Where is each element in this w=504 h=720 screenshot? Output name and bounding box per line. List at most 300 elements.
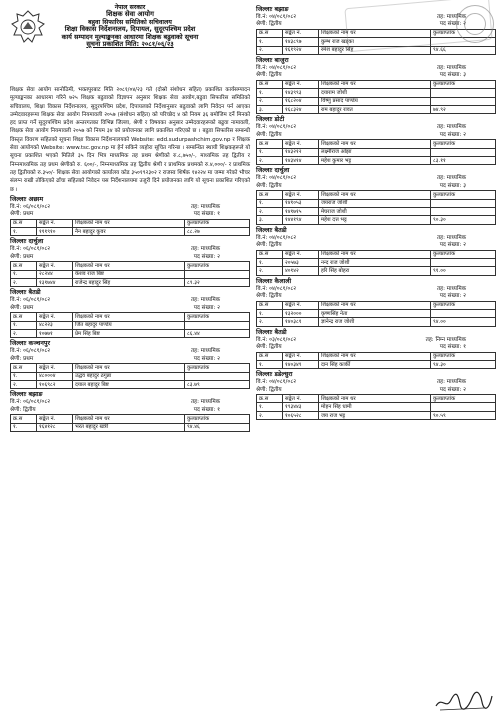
teacher-name: नैन बहादुर कुवर (73, 228, 185, 236)
candidate-table (10, 312, 250, 338)
date-level-row (256, 379, 496, 386)
district-name: जिल्लाः बैतडी (256, 328, 287, 336)
teacher-name: मेघराज जोशी (319, 207, 431, 215)
grade-label: श्रेणी: द्वितीय (256, 293, 282, 300)
post-count: पद संख्या: १ (193, 406, 220, 413)
total-score-header: कुलप्राप्तांक (431, 250, 496, 258)
district-block (10, 289, 250, 338)
teacher-name: ज्ञानेन्द्र राज जोशी (319, 318, 431, 326)
teacher-name: दयाल बहादुर बिष्ट (73, 381, 185, 389)
notice-date: वि.नं: ०३/०८१/०८२ (256, 336, 297, 343)
teacher-name: केशव राज बिष्ट (73, 270, 185, 278)
table-row (257, 105, 496, 113)
teacher-name: दान सिंह कार्की (319, 360, 431, 368)
symbol-number-header: सङ्केत नं. (37, 262, 73, 270)
grade-posts-row (10, 356, 250, 363)
candidate-table (256, 139, 496, 165)
signature-mark (434, 688, 494, 714)
district-block (256, 227, 496, 276)
total-score (431, 89, 496, 97)
table-row (257, 403, 496, 411)
table-row (11, 321, 250, 329)
district-block (256, 278, 496, 327)
date-level-row (10, 297, 250, 304)
district-block (256, 371, 496, 420)
table-row (11, 381, 250, 389)
total-score (185, 270, 250, 278)
serial-number: २. (11, 330, 37, 338)
header-line-1: नेपाल सरकार (114, 4, 146, 11)
symbol-number-header: सङ्केत नं. (283, 80, 319, 88)
table-row (11, 423, 250, 431)
teacher-name-header: शिक्षकको नाम थर (319, 395, 431, 403)
district-block (256, 167, 496, 224)
government-emblem-icon (10, 10, 46, 44)
symbol-number: १४३८९७ (283, 38, 319, 46)
district-name: जिल्लाः दार्चुला (256, 167, 290, 175)
post-count: पद संख्या: २ (193, 355, 220, 362)
serial-number: २. (257, 318, 283, 326)
total-score (431, 97, 496, 105)
serial-number-header: क्र.स (11, 262, 37, 270)
table-row (257, 207, 496, 215)
header-line-4: शिक्षा विकास निर्देशनालय, दिपायल, सुदूरपश्चिम प्रदेश (64, 25, 196, 34)
level-label: तह: माध्यमिक (190, 203, 220, 210)
symbol-number: १४३२१२ (283, 148, 319, 156)
date-level-row (10, 399, 250, 406)
teacher-name-header: शिक्षकको नाम थर (319, 191, 431, 199)
district-block (256, 116, 496, 165)
serial-number-header: क्र.स (11, 364, 37, 372)
total-score: ९४.४६ (185, 423, 250, 431)
teacher-name: भरत बहादुर खत्री (73, 423, 185, 431)
total-score (431, 403, 496, 411)
table-header-row (11, 262, 250, 270)
symbol-number: १९३४४३ (283, 403, 319, 411)
candidate-table (256, 80, 496, 115)
serial-number: २. (257, 267, 283, 275)
candidate-table (256, 190, 496, 225)
date-level-row (256, 235, 496, 242)
table-row (257, 309, 496, 317)
teacher-name-header: शिक्षकको नाम थर (73, 219, 185, 227)
serial-number: १. (11, 321, 37, 329)
symbol-number: १४१०५३ (283, 199, 319, 207)
serial-number: ३. (257, 216, 283, 224)
district-name: जिल्लाः बझाङ (10, 391, 43, 399)
teacher-name-header: शिक्षकको नाम थर (319, 352, 431, 360)
grade-label: श्रेणी: प्रथम (10, 253, 34, 260)
candidate-table (256, 250, 496, 276)
serial-number: २. (257, 46, 283, 54)
level-label: तह: माध्यमिक (190, 246, 220, 253)
serial-number-header: क्र.स (257, 352, 283, 360)
district-name: जिल्लाः बैतडी (256, 226, 287, 234)
left-district-list (10, 196, 250, 432)
district-name: जिल्लाः कञ्चनपुर (10, 340, 51, 348)
serial-number-header: क्र.स (11, 219, 37, 227)
total-score: ८९.३२ (185, 279, 250, 287)
symbol-number: १४४१९४ (283, 216, 319, 224)
total-score (431, 199, 496, 207)
total-score-header: कुलप्राप्तांक (185, 313, 250, 321)
district-name: जिल्लाः बझाङ (256, 6, 289, 13)
post-count: पद संख्या: १ (439, 344, 466, 351)
right-district-list (256, 6, 496, 420)
header-line-2: शिक्षक सेवा आयोग (106, 10, 154, 19)
post-count: पद संख्या: २ (439, 131, 466, 138)
total-score-header: कुलप्राप्तांक (431, 352, 496, 360)
serial-number: १. (257, 258, 283, 266)
grade-posts-row (256, 387, 496, 394)
table-header-row (11, 364, 250, 372)
grade-posts-row (256, 293, 496, 300)
notice-date: वि.नं: ०६/०८१/०८२ (10, 348, 51, 355)
teacher-name-header: शिक्षकको नाम थर (319, 250, 431, 258)
grade-label: श्रेणी: द्वितीय (256, 182, 282, 189)
grade-posts-row (10, 407, 250, 414)
table-row (257, 97, 496, 105)
notice-date: वि.नं: ०४/०८१/०८२ (256, 175, 297, 182)
total-score (431, 309, 496, 317)
total-score-header: कुलप्राप्तांक (431, 80, 496, 88)
table-row (11, 279, 250, 287)
serial-number: ३. (257, 105, 283, 113)
teacher-name: मोहन सिंह धामी (319, 403, 431, 411)
symbol-number: ४८२२३ (37, 321, 73, 329)
right-column (256, 4, 496, 716)
table-row (257, 199, 496, 207)
total-score: ८३.११ (431, 156, 496, 164)
total-score (431, 258, 496, 266)
grade-label: श्रेणी: प्रथम (10, 304, 34, 311)
total-score-header: कुलप्राप्तांक (185, 415, 250, 423)
table-row (257, 360, 496, 368)
post-count: पद संख्या: २ (439, 242, 466, 249)
grade-label: श्रेणी: द्वितीय (256, 344, 282, 351)
date-level-row (256, 124, 496, 131)
grade-posts-row (256, 72, 496, 79)
total-score-header: कुलप्राप्तांक (431, 140, 496, 148)
symbol-number: १६४१२८ (37, 423, 73, 431)
post-count: पद संख्या: २ (193, 253, 220, 260)
teacher-name: उद्धव बहादुर ठगुन्ना (73, 372, 185, 380)
symbol-number-header: सङ्केत नं. (37, 219, 73, 227)
serial-number: १. (257, 38, 283, 46)
symbol-number: १३२००० (283, 309, 319, 317)
district-block (10, 196, 250, 237)
total-score: ९४.६६ (431, 46, 496, 54)
total-score-header: कुलप्राप्तांक (431, 29, 496, 37)
table-row (11, 330, 250, 338)
level-label: तह: माध्यमिक (436, 379, 466, 386)
symbol-number: १४३४१४ (283, 156, 319, 164)
teacher-name: विष्णु प्रसाद पाण्डेय (319, 97, 431, 105)
district-block (256, 57, 496, 114)
left-column (10, 4, 250, 716)
district-block (256, 329, 496, 370)
post-count: पद संख्या: २ (439, 21, 466, 28)
teacher-name: जय राज भट्ट (319, 411, 431, 419)
symbol-number: १११९१० (37, 228, 73, 236)
post-count: पद संख्या: २ (439, 293, 466, 300)
grade-label: श्रेणी: प्रथम (10, 355, 34, 362)
notice-date: वि.नं: ०४/०८१/०८२ (256, 379, 297, 386)
total-score-header: कुलप्राप्तांक (431, 395, 496, 403)
table-row (257, 258, 496, 266)
grade-posts-row (10, 305, 250, 312)
total-score (431, 207, 496, 215)
table-header-row (11, 415, 250, 423)
table-row (257, 411, 496, 419)
level-label: तह: माध्यमिक (436, 14, 466, 20)
teacher-name: जयराज जोशी (319, 199, 431, 207)
district-name: जिल्लाः बाजुरा (256, 56, 289, 64)
table-header-row (257, 80, 496, 88)
grade-label: श्रेणी: द्वितीय (256, 386, 282, 393)
post-count: पद संख्या: १ (193, 211, 220, 218)
table-row (11, 228, 250, 236)
header-line-6: सूचना प्रकाशित मिति: २०८१/०६/२३ (86, 40, 174, 49)
header-line-3: बहुवा सिफारिस समितिको सचिवालय (88, 18, 172, 26)
grade-posts-row (10, 211, 250, 218)
grade-label: श्रेणी: द्वितीय (10, 406, 36, 413)
total-score: ८८.२७ (185, 228, 250, 236)
serial-number: १. (257, 360, 283, 368)
teacher-name: नन्द राज जोशी (319, 258, 431, 266)
teacher-name-header: शिक्षकको नाम थर (73, 313, 185, 321)
district-name: जिल्लाः डडेल्धुरा (256, 371, 293, 379)
table-header-row (257, 395, 496, 403)
table-row (257, 156, 496, 164)
district-block (10, 238, 250, 287)
table-header-row (257, 250, 496, 258)
level-label: तह: माध्यमिक (436, 64, 466, 71)
notice-date: वि.नं: ०६/०८१/०८२ (10, 203, 51, 210)
symbol-number: १०७७१ (37, 330, 73, 338)
serial-number: १. (257, 403, 283, 411)
intro-paragraph: शिक्षक सेवा आयोग सानोठिमी, भक्तपुरबाट मिति २०८१/०४/२३ गते (दोस्रो संशोधन सहित) प्रकाशित कार्यसम्पादन मूल्याङ्कनका आधारमा गरिने ७२५ शिक्षक बढुवाको विज्ञापन अनुसार शिक्षक सेवा आयोग,बढुवा सिफारिस समितिको सचिवालय, शिक्षा विकास निर्देशनालय, सुदूरपश्चिम प्रदेश, दिपायलको निर्देशानुसार बढुवाको लागि निवेदन पर्न आएका उम्मेदवारहरूमा शिक्षक सेवा आयोग नियमावली २०५७ (संशोधन सहित) को परिच्छेद ४ को नियम ३६ बमोजिम दर्ने मिनको हद प्राप्त गर्ने सुदूरपश्चिम प्रदेश अन्तरगतका विभिन्न जिल्ला, श्रेणी र विषयका अनुसार उम्मेदवारहरूको बढुवा नामावली, शिक्षक सेवा आयोग नियमावली २०५७ को नियम ३४ को प्रयोजनका लागि प्रकाशित गरिएको छ । बढुवा सिफारिस सम्बन्धी विस्तृत विवरण सहितको सूचना शिक्षा विकास निर्देशनालयको Website: edd.sudurpashchim.gov.np र शिक्षक सेवा आयोगको Website: www.tsc.gov.np मा हेर्न सकिने व्यहोरा सूचित गरिन्छ । सम्बन्धित स्थायी शिक्षकहरूले यो सूचना प्रकाशित भएको मितिले ३५ दिन भित्र माध्यमिक तह प्रथम श्रेणीको रु.८,७५०/-, माध्यमिक तह द्वितीय र निम्नमाध्यमिक तह प्रथम श्रेणीको रु. ६००/-, निम्नमाध्यमिक तह द्वितीय श्रेणी र प्राथमिक प्रथमको रु.४,०००/- र प्राथमिक तह द्वितीयको रु.३५०/- शिक्षक सेवा आयोगको कार्यालय कोड ३५०१९२३०२ र राजस्व शिर्षक १४२२४ मा जम्मा गरेको भौचर संलग्न राखी तोकिएको ढाँचा सहितको निवेदन यस निर्देशनालयमा उजुरी दिने प्रयोजनका लागि यो सूचना प्रकाशित गरिएको छ । (10, 87, 250, 193)
teacher-name-header: शिक्षकको नाम थर (73, 415, 185, 423)
serial-number-header: क्र.स (11, 313, 37, 321)
grade-posts-row (10, 254, 250, 261)
symbol-number: ४०१४२ (283, 267, 319, 275)
symbol-number-header: सङ्केत नं. (37, 313, 73, 321)
serial-number-header: क्र.स (257, 250, 283, 258)
table-row (11, 270, 250, 278)
symbol-number: १६८२०४ (283, 97, 319, 105)
district-name: जिल्लाः कैलाली (256, 277, 292, 285)
table-header-row (257, 301, 496, 309)
total-score (431, 148, 496, 156)
teacher-name: राजेन्द्र बहादुर सिंह (73, 279, 185, 287)
post-count: पद संख्या: २ (439, 386, 466, 393)
total-score: ९४.०० (431, 318, 496, 326)
notice-date: वि.नं: ०६/०८१/०८२ (10, 297, 51, 304)
date-level-row (256, 175, 496, 182)
level-label: तह: माध्यमिक (436, 285, 466, 292)
post-count: पद संख्या: ३ (439, 182, 466, 189)
level-label: तह: माध्यमिक (190, 348, 220, 355)
teacher-name: दयाराम जोशी (319, 89, 431, 97)
symbol-number-header: सङ्केत नं. (283, 29, 319, 37)
candidate-table (256, 352, 496, 370)
serial-number: २. (11, 381, 37, 389)
grade-label: श्रेणी: द्वितीय (256, 21, 282, 28)
level-label: तह: माध्यमिक (436, 234, 466, 241)
teacher-name-header: शिक्षकको नाम थर (319, 80, 431, 88)
teacher-name-header: शिक्षकको नाम थर (319, 301, 431, 309)
district-name: जिल्लाः अछाम (10, 195, 44, 203)
serial-number: २. (257, 156, 283, 164)
teacher-name-header: शिक्षकको नाम थर (73, 364, 185, 372)
teacher-name: कुम्भ राज खड्का (319, 38, 431, 46)
table-row (257, 89, 496, 97)
teacher-name: महेश कुमार भट्ट (319, 156, 431, 164)
notice-header (10, 4, 250, 84)
teacher-name-header: शिक्षकको नाम थर (73, 262, 185, 270)
total-score-header: कुलप्राप्तांक (185, 219, 250, 227)
district-block (10, 340, 250, 389)
serial-number: १. (257, 89, 283, 97)
teacher-name: कृष्णसिंह नेता (319, 309, 431, 317)
total-score-header: कुलप्राप्तांक (431, 191, 496, 199)
date-level-row (10, 246, 250, 253)
symbol-number: १४३९९३ (283, 89, 319, 97)
teacher-name: जित बहादुर पाण्डेय (73, 321, 185, 329)
candidate-table (10, 363, 250, 389)
district-block (10, 391, 250, 432)
candidate-table (256, 394, 496, 420)
table-row (257, 267, 496, 275)
level-label: तह: माध्यमिक (436, 175, 466, 182)
table-row (257, 318, 496, 326)
teacher-name: महेश दत्त भट्ट (319, 216, 431, 224)
serial-number: १. (257, 199, 283, 207)
serial-number: १. (11, 372, 37, 380)
serial-number: २. (257, 97, 283, 105)
teacher-name-header: शिक्षकको नाम थर (319, 140, 431, 148)
candidate-table (10, 261, 250, 287)
table-header-row (257, 352, 496, 360)
symbol-number: १३१७४४ (37, 279, 73, 287)
total-score (185, 321, 250, 329)
table-row (257, 148, 496, 156)
grade-posts-row (256, 344, 496, 351)
total-score-header: कुलप्राप्तांक (431, 301, 496, 309)
district-name: जिल्लाः बैतडी (10, 289, 41, 297)
symbol-number-header: सङ्केत नं. (283, 352, 319, 360)
grade-label: श्रेणी: द्वितीय (256, 72, 282, 79)
serial-number-header: क्र.स (257, 191, 283, 199)
post-count: पद संख्या: २ (193, 304, 220, 311)
grade-posts-row (256, 242, 496, 249)
serial-number: १. (257, 309, 283, 317)
date-level-row (256, 286, 496, 293)
symbol-number-header: सङ्केत नं. (283, 250, 319, 258)
symbol-number-header: सङ्केत नं. (283, 140, 319, 148)
serial-number-header: क्र.स (257, 29, 283, 37)
serial-number: १. (11, 228, 37, 236)
symbol-number: १०६५२८ (283, 411, 319, 419)
serial-number-header: क्र.स (257, 301, 283, 309)
total-score: ९०.३० (431, 216, 496, 224)
table-row (257, 216, 496, 224)
table-header-row (257, 140, 496, 148)
grade-posts-row (256, 183, 496, 190)
notice-date: वि.नं: ०६/०८१/०८२ (10, 246, 51, 253)
symbol-number-header: सङ्केत नं. (283, 301, 319, 309)
teacher-name: प्रेम सिंह बिष्ट (73, 330, 185, 338)
serial-number: २. (11, 279, 37, 287)
serial-number: १. (11, 423, 37, 431)
symbol-number: १६८३२४ (283, 105, 319, 113)
grade-label: श्रेणी: द्वितीय (256, 131, 282, 138)
level-label: तह: माध्यमिक (436, 124, 466, 131)
grade-label: श्रेणी: प्रथम (10, 211, 34, 218)
district-name: जिल्लाः दार्चुला (10, 238, 44, 246)
symbol-number: १४१७१५ (283, 207, 319, 215)
total-score: ८३.७९ (185, 381, 250, 389)
candidate-table (256, 301, 496, 327)
teacher-name: राम बहादुर रावत (319, 105, 431, 113)
symbol-number: १०६९८२ (37, 381, 73, 389)
symbol-number-header: सङ्केत नं. (283, 395, 319, 403)
total-score (185, 372, 250, 380)
symbol-number-header: सङ्केत नं. (283, 191, 319, 199)
notice-date: वि.नं: ०४/०८१/०८२ (256, 14, 297, 20)
serial-number-header: क्र.स (11, 415, 37, 423)
date-level-row (256, 337, 496, 344)
total-score-header: कुलप्राप्तांक (185, 364, 250, 372)
grade-posts-row (256, 132, 496, 139)
serial-number: २. (257, 207, 283, 215)
notice-date: वि.नं: ०४/०८१/०८२ (256, 64, 297, 71)
teacher-name-header: शिक्षकको नाम थर (319, 29, 431, 37)
level-label: तह: माध्यमिक (190, 399, 220, 406)
notice-date: वि.नं: ०४/०८१/०८२ (256, 124, 297, 131)
notice-date: वि.नं: ०४/०८१/०८२ (256, 234, 297, 241)
symbol-number: २८२४४ (37, 270, 73, 278)
total-score-header: कुलप्राप्तांक (185, 262, 250, 270)
teacher-name: हरि सिंह बोहरा (319, 267, 431, 275)
total-score: ७४.९२ (431, 105, 496, 113)
symbol-number: १६१९२४ (283, 46, 319, 54)
table-row (11, 372, 250, 380)
post-count: पद संख्या: ३ (439, 72, 466, 79)
table-header-row (11, 219, 250, 227)
candidate-table (10, 219, 250, 237)
level-label: तह: माध्यमिक (190, 297, 220, 304)
notice-date: वि.नं: ०६/०८१/०८२ (10, 399, 51, 406)
teacher-name: लक्ष्मीराज ओझा (319, 148, 431, 156)
candidate-table (10, 414, 250, 432)
level-label: तह: निम्न माध्यमिक (425, 336, 466, 343)
symbol-number: १४०३४९ (283, 360, 319, 368)
table-header-row (257, 191, 496, 199)
total-score: ९४.३० (431, 360, 496, 368)
serial-number-header: क्र.स (257, 80, 283, 88)
symbol-number: ४८०००४ (37, 372, 73, 380)
serial-number: १. (257, 148, 283, 156)
total-score: ९१.०० (431, 267, 496, 275)
grade-label: श्रेणी: द्वितीय (256, 242, 282, 249)
total-score: ८६.४४ (185, 330, 250, 338)
district-name: जिल्लाः डोटी (256, 116, 285, 124)
header-line-5: कार्य सम्पादन मूल्याङ्कनका आधारमा शिक्षक बढुवाको सूचना (61, 32, 199, 41)
symbol-number: १४०३८१ (283, 318, 319, 326)
serial-number: २. (257, 411, 283, 419)
